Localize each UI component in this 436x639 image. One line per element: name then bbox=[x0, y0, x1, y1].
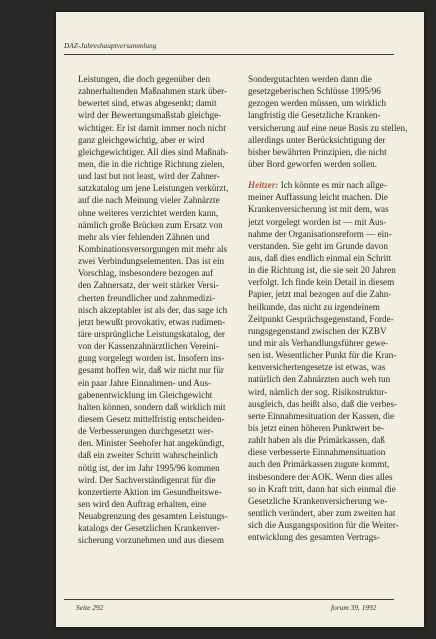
text-line: so in Kraft tritt, dann hat sich einmal die bbox=[248, 483, 396, 494]
header-rule bbox=[64, 54, 394, 55]
text-line: versicherung auf eine neue Basis zu stellen, bbox=[248, 122, 408, 133]
right-column-body bbox=[248, 191, 411, 543]
text-line: gezogen werden müssen, um wirklich bbox=[248, 98, 387, 109]
speaker-line-text: Ich könnte es mir nach allge- bbox=[278, 180, 387, 191]
text-line: konzertierte Aktion im Gesundheitswe- bbox=[78, 486, 222, 497]
text-line: kenversichertengesetze ist etwas, was bbox=[248, 362, 386, 373]
text-line: Vorschlag, insbesondere bezogen auf bbox=[78, 268, 214, 279]
text-line: bewertet sind, etwas abgesenkt; damit bbox=[78, 98, 217, 109]
document-page bbox=[56, 12, 424, 627]
text-line: cherten freundlicher und zahnmedizi- bbox=[78, 292, 216, 303]
text-line: täre ursprüngliche Leistungskatalog, der bbox=[78, 328, 225, 339]
text-line: mehr als vier fehlenden Zähnen und bbox=[78, 231, 210, 242]
text-line: sentlich verändert, aber zum zweiten hat bbox=[248, 507, 396, 518]
text-line: und last but not least, wird der Zahner- bbox=[78, 171, 220, 182]
text-line: Leistungen, die doch gegenüber den bbox=[78, 74, 211, 84]
text-line: men, die in die richtige Richtung zielen, bbox=[78, 158, 225, 169]
text-line: nahme der Organisationsreform — ein- bbox=[248, 228, 392, 239]
text-line: wird, nämlich der sog. Risikostruktur- bbox=[248, 386, 388, 397]
text-line: allerdings unter Berücksichtigung der bbox=[248, 134, 386, 145]
right-column-intro bbox=[248, 73, 411, 170]
text-line: gesetzgeberischen Schlüsse 1995/96 bbox=[248, 86, 381, 97]
text-line: katalogs der Gesetzlichen Krankenver- bbox=[78, 523, 220, 534]
text-line: sich die Ausgangsposition für die Weiter- bbox=[248, 520, 399, 531]
text-line: zahlt haben als die Primärkassen, daß bbox=[248, 435, 385, 446]
text-line: den. Minister Seehofer hat angekündigt, bbox=[78, 438, 225, 449]
text-line: rungsgegenstand zwischen der KZBV bbox=[248, 325, 387, 336]
text-line: sen ist. Wesentlicher Punkt für die Kran- bbox=[248, 350, 397, 361]
text-line: wird der Bewertungsmaßstab gleichge- bbox=[78, 110, 222, 121]
text-line: ausgleich, das heißt also, daß die verbes- bbox=[248, 398, 397, 409]
text-line: Zeitpunkt Gesprächsgegenstand, Forde- bbox=[248, 313, 394, 324]
text-line: sicherung vorzunehmen und aus diesem bbox=[78, 535, 224, 546]
text-line: Neuabgrenzung des gesamten Leistungs- bbox=[78, 511, 228, 522]
text-line: jetzt vorgelegt worden ist — mit Aus- bbox=[248, 216, 387, 227]
text-line: de Verbesserungen durchgesetzt wer- bbox=[78, 426, 214, 437]
text-line: nämlich große Brücken zum Ersatz von bbox=[78, 219, 223, 230]
text-line: gleichgewichtiger. All dies sind Maßnah- bbox=[78, 146, 229, 157]
text-line: gabenentwicklung im Gleichgewicht bbox=[78, 389, 213, 400]
text-line: nötig ist, der im Jahr 1995/96 kommen bbox=[78, 462, 220, 473]
text-line: aus, daß dies endlich einmal ein Schritt bbox=[248, 252, 392, 263]
text-line: ein paar Jahre Einnahmen- und Aus- bbox=[78, 377, 212, 388]
text-line: daß ein zweiter Schritt wahrscheinlich bbox=[78, 450, 218, 461]
text-line: gung vorgelegt worden ist. Insofern ins- bbox=[78, 353, 225, 364]
text-line: wird. Der Sachverständigenrat für die bbox=[78, 474, 216, 485]
text-line: jetzt bewußt provokativ, etwas rudimen- bbox=[78, 316, 226, 327]
text-line: insbesondere der AOK. Wenn dies alles bbox=[248, 471, 393, 482]
text-line: Krankenversicherung ist mit dem, was bbox=[248, 204, 389, 215]
publication-reference: forum 39, 1992 bbox=[331, 603, 377, 612]
text-line: sen wird den Auftrag erhalten, eine bbox=[78, 498, 207, 509]
text-line: von der Kassenzahnärztlichen Vereini- bbox=[78, 341, 219, 352]
footer-rule bbox=[64, 599, 394, 600]
text-line: Gesetzliche Krankenversicherung we- bbox=[248, 495, 388, 506]
text-line: Papier, jetzt mal bezogen auf die Zahn- bbox=[248, 289, 392, 300]
speaker-name: Heitzer: bbox=[248, 180, 279, 191]
text-line: in die Richtung ist, die sie seit 20 Jahren bbox=[248, 265, 396, 276]
speaker-line bbox=[248, 179, 411, 191]
text-line: den Zahnersatz, der weit stärker Versi- bbox=[78, 280, 219, 291]
text-line: verstanden. Sie geht im Grunde davon bbox=[248, 240, 388, 251]
running-head-title: DAZ-Jahreshauptversammlung bbox=[64, 42, 157, 50]
text-line: nisch akzeptabler ist als der, das sage ich bbox=[78, 304, 228, 315]
text-line: über Bord geworfen werden sollen. bbox=[248, 158, 377, 169]
text-line: ganz gleichgewichtig, aber er wird bbox=[78, 134, 205, 145]
text-line: diese verbesserte Einnahmensituation bbox=[248, 447, 386, 458]
text-line: meiner Auffassung leicht machen. Die bbox=[248, 192, 388, 203]
text-line: bisher bewährten Prinzipien, die nicht bbox=[248, 146, 387, 157]
text-line: zahnerhaltenden Maßnahmen stark über- bbox=[78, 86, 228, 97]
text-line: natürlich den Zahnärzten auch weh tun bbox=[248, 374, 391, 385]
paragraph-spacer bbox=[248, 170, 411, 179]
page-number: Seite 292 bbox=[76, 603, 104, 612]
text-line: auch den Primärkassen zugute kommt, bbox=[248, 459, 390, 470]
text-line: satzkatalog um jene Leistungen verkürzt, bbox=[78, 183, 229, 194]
text-line: wichtiger. Er ist damit immer noch nicht bbox=[78, 122, 226, 133]
left-text-column bbox=[78, 73, 241, 546]
text-line: Sondergutachten werden dann die bbox=[248, 74, 372, 84]
text-line: heilkunde, das nicht zu irgendeinem bbox=[248, 301, 380, 312]
text-line: bis jetzt einen höheren Punktwert be- bbox=[248, 422, 385, 433]
text-line: gesamt hoffen wir, daß wir nicht nur für bbox=[78, 365, 224, 376]
text-line: und mir als Verhandlungsführer gewe- bbox=[248, 337, 389, 348]
text-line: auf die nach Meinung vieler Zahnärzte bbox=[78, 195, 220, 206]
text-line: entwicklung des gesamten Vertrags- bbox=[248, 532, 380, 543]
text-line: halten können, sondern daß wirklich mit bbox=[78, 401, 226, 412]
text-line: diesem Gesetz mittelfristig entscheiden- bbox=[78, 413, 225, 424]
text-line: verfolgt. Ich finde kein Detail in diesem bbox=[248, 277, 395, 288]
text-line: ohne weiteres verzichtet werden kann, bbox=[78, 207, 219, 218]
text-line: zwei Verbindungselementen. Das ist ein bbox=[78, 256, 225, 267]
right-text-column bbox=[248, 73, 411, 543]
text-line: serte Einnahmesituation der Kassen, die bbox=[248, 410, 395, 421]
text-line: Kombinationsversorgungen mit mehr als bbox=[78, 243, 228, 254]
text-line: langfristig die Gesetzliche Kranken- bbox=[248, 110, 381, 121]
